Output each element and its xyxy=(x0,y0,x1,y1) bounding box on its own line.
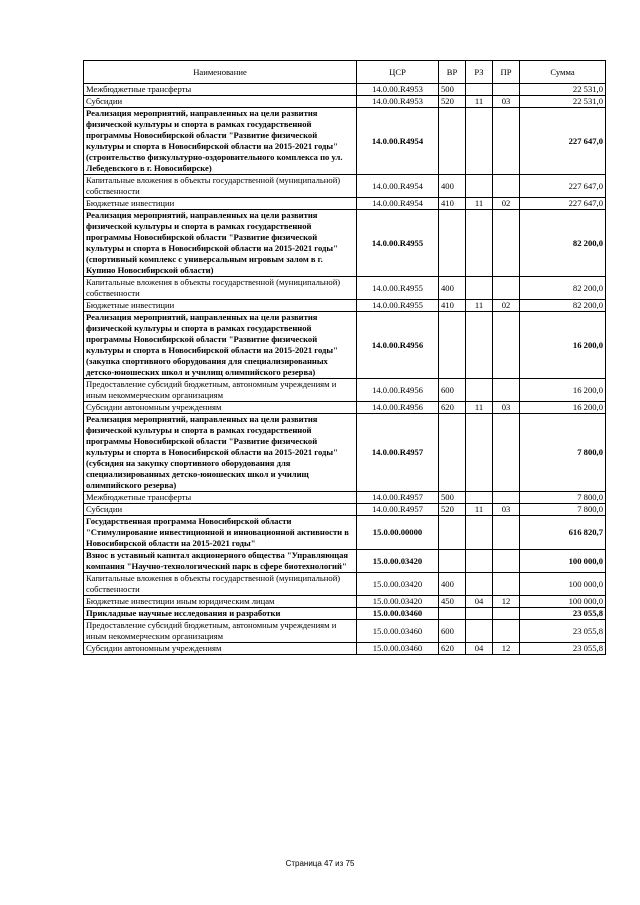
table-row xyxy=(84,573,606,596)
row-vr-code: 500 xyxy=(439,84,466,96)
row-sum: 100 000,0 xyxy=(520,596,606,608)
row-csr-code: 14.0.00.R4953 xyxy=(357,84,439,96)
row-name: Государственная программа Новосибирской области "Стимулирование инвестиционной и инновационной активности в Новосибирской области на 2015-2021 годы" xyxy=(84,516,357,550)
header-vr: ВР xyxy=(439,61,466,84)
row-csr-code: 14.0.00.R4955 xyxy=(357,300,439,312)
row-sum: 7 800,0 xyxy=(520,504,606,516)
row-csr-code: 14.0.00.R4954 xyxy=(357,175,439,198)
row-csr-code: 15.0.00.03420 xyxy=(357,596,439,608)
table-row xyxy=(84,210,606,277)
row-pr-code xyxy=(493,84,520,96)
row-rz-code xyxy=(466,550,493,573)
row-rz-code xyxy=(466,573,493,596)
row-pr-code xyxy=(493,414,520,492)
row-name: Капитальные вложения в объекты государственной (муниципальной) собственности xyxy=(84,573,357,596)
row-vr-code xyxy=(439,516,466,550)
row-name: Бюджетные инвестиции xyxy=(84,300,357,312)
row-csr-code: 14.0.00.R4953 xyxy=(357,96,439,108)
header-rz: РЗ xyxy=(466,61,493,84)
header-csr: ЦСР xyxy=(357,61,439,84)
row-vr-code: 600 xyxy=(439,620,466,643)
row-rz-code xyxy=(466,608,493,620)
row-csr-code: 14.0.00.R4957 xyxy=(357,492,439,504)
header-name: Наименование xyxy=(84,61,357,84)
row-sum: 227 647,0 xyxy=(520,108,606,175)
header-pr: ПР xyxy=(493,61,520,84)
row-pr-code xyxy=(493,379,520,402)
row-vr-code xyxy=(439,550,466,573)
row-csr-code: 14.0.00.R4955 xyxy=(357,210,439,277)
row-csr-code: 14.0.00.R4956 xyxy=(357,312,439,379)
row-rz-code xyxy=(466,516,493,550)
row-name: Реализация мероприятий, направленных на цели развития физической культуры и спорта в рамках государственной программы Новосибирской области "Развитие физической культуры и спорта в Новосибирской области на 2015-2021 годы" (спортивный комплекс с универсальным игровым залом в г. Купино Новосибирской области) xyxy=(84,210,357,277)
row-sum: 22 531,0 xyxy=(520,84,606,96)
row-vr-code: 400 xyxy=(439,175,466,198)
row-csr-code: 15.0.00.03460 xyxy=(357,620,439,643)
row-vr-code: 520 xyxy=(439,504,466,516)
row-rz-code: 04 xyxy=(466,596,493,608)
row-sum: 100 000,0 xyxy=(520,550,606,573)
row-pr-code xyxy=(493,175,520,198)
row-sum: 22 531,0 xyxy=(520,96,606,108)
table-row xyxy=(84,300,606,312)
table-row xyxy=(84,608,606,620)
row-csr-code: 14.0.00.R4957 xyxy=(357,414,439,492)
row-sum: 227 647,0 xyxy=(520,198,606,210)
row-name: Межбюджетные трансферты xyxy=(84,492,357,504)
table-row xyxy=(84,312,606,379)
row-sum: 23 055,8 xyxy=(520,643,606,655)
row-csr-code: 15.0.00.00000 xyxy=(357,516,439,550)
row-vr-code: 410 xyxy=(439,300,466,312)
row-rz-code xyxy=(466,312,493,379)
row-csr-code: 14.0.00.R4956 xyxy=(357,402,439,414)
row-pr-code: 03 xyxy=(493,96,520,108)
row-sum: 16 200,0 xyxy=(520,402,606,414)
row-rz-code: 11 xyxy=(466,402,493,414)
row-sum: 7 800,0 xyxy=(520,492,606,504)
row-name: Реализация мероприятий, направленных на цели развития физической культуры и спорта в рамках государственной программы Новосибирской области "Развитие физической культуры и спорта в Новосибирской области на 2015-2021 годы" (субсидия на закупку спортивного оборудования для специализированных детско-юношеских школ и училищ олимпийского резерва) xyxy=(84,414,357,492)
row-rz-code xyxy=(466,175,493,198)
table-row xyxy=(84,108,606,175)
row-rz-code xyxy=(466,492,493,504)
row-vr-code xyxy=(439,108,466,175)
row-vr-code: 450 xyxy=(439,596,466,608)
row-vr-code xyxy=(439,414,466,492)
row-sum: 82 200,0 xyxy=(520,210,606,277)
row-csr-code: 14.0.00.R4955 xyxy=(357,277,439,300)
row-csr-code: 15.0.00.03420 xyxy=(357,550,439,573)
row-pr-code xyxy=(493,608,520,620)
row-name: Реализация мероприятий, направленных на цели развития физической культуры и спорта в рамках государственной программы Новосибирской области "Развитие физической культуры и спорта в Новосибирской области на 2015-2021 годы" (закупка спортивного оборудования для специализированных детско-юношеских школ и училищ олимпийского резерва) xyxy=(84,312,357,379)
row-rz-code xyxy=(466,620,493,643)
budget-table xyxy=(83,60,606,655)
row-name: Субсидии автономным учреждениям xyxy=(84,402,357,414)
table-row xyxy=(84,175,606,198)
row-name: Бюджетные инвестиции xyxy=(84,198,357,210)
table-row xyxy=(84,277,606,300)
table-row xyxy=(84,198,606,210)
table-row xyxy=(84,492,606,504)
row-vr-code: 410 xyxy=(439,198,466,210)
row-sum: 616 820,7 xyxy=(520,516,606,550)
row-vr-code xyxy=(439,312,466,379)
row-csr-code: 15.0.00.03420 xyxy=(357,573,439,596)
row-rz-code xyxy=(466,84,493,96)
table-row xyxy=(84,379,606,402)
row-pr-code xyxy=(493,516,520,550)
row-name: Межбюджетные трансферты xyxy=(84,84,357,96)
table-row xyxy=(84,504,606,516)
table-row xyxy=(84,596,606,608)
row-pr-code xyxy=(493,620,520,643)
table-row xyxy=(84,96,606,108)
row-sum: 82 200,0 xyxy=(520,300,606,312)
row-pr-code: 03 xyxy=(493,402,520,414)
row-pr-code: 02 xyxy=(493,198,520,210)
row-vr-code: 400 xyxy=(439,573,466,596)
row-rz-code xyxy=(466,210,493,277)
row-name: Реализация мероприятий, направленных на цели развития физической культуры и спорта в рамках государственной программы Новосибирской области "Развитие физической культуры и спорта в Новосибирской области на 2015-2021 годы" (строительство физкультурно-оздоровительного комплекса по ул. Лебедевского в г. Новосибирске) xyxy=(84,108,357,175)
row-pr-code xyxy=(493,312,520,379)
row-name: Бюджетные инвестиции иным юридическим лицам xyxy=(84,596,357,608)
table-row xyxy=(84,516,606,550)
row-sum: 16 200,0 xyxy=(520,379,606,402)
row-vr-code: 620 xyxy=(439,402,466,414)
row-vr-code: 500 xyxy=(439,492,466,504)
row-rz-code xyxy=(466,414,493,492)
table-row xyxy=(84,84,606,96)
row-sum: 16 200,0 xyxy=(520,312,606,379)
row-rz-code xyxy=(466,277,493,300)
row-sum: 227 647,0 xyxy=(520,175,606,198)
row-sum: 23 055,8 xyxy=(520,608,606,620)
row-vr-code: 520 xyxy=(439,96,466,108)
row-pr-code xyxy=(493,277,520,300)
row-rz-code: 04 xyxy=(466,643,493,655)
row-sum: 82 200,0 xyxy=(520,277,606,300)
table-row xyxy=(84,643,606,655)
row-name: Предоставление субсидий бюджетным, автономным учреждениям и иным некоммерческим организациям xyxy=(84,620,357,643)
row-name: Предоставление субсидий бюджетным, автономным учреждениям и иным некоммерческим организациям xyxy=(84,379,357,402)
row-pr-code xyxy=(493,210,520,277)
row-name: Субсидии xyxy=(84,504,357,516)
row-rz-code: 11 xyxy=(466,96,493,108)
row-pr-code: 12 xyxy=(493,643,520,655)
row-pr-code: 02 xyxy=(493,300,520,312)
row-pr-code xyxy=(493,108,520,175)
table-body xyxy=(84,84,606,655)
row-name: Капитальные вложения в объекты государственной (муниципальной) собственности xyxy=(84,175,357,198)
table-row xyxy=(84,620,606,643)
table-header-row xyxy=(84,61,606,84)
row-csr-code: 14.0.00.R4957 xyxy=(357,504,439,516)
row-name: Субсидии xyxy=(84,96,357,108)
row-name: Взнос в уставный капитал акционерного общества "Управляющая компания "Научно-технологический парк в сфере биотехнологий" xyxy=(84,550,357,573)
row-vr-code: 400 xyxy=(439,277,466,300)
row-name: Прикладные научные исследования и разработки xyxy=(84,608,357,620)
table-row xyxy=(84,550,606,573)
row-vr-code: 620 xyxy=(439,643,466,655)
row-name: Субсидии автономным учреждениям xyxy=(84,643,357,655)
row-csr-code: 15.0.00.03460 xyxy=(357,608,439,620)
row-vr-code xyxy=(439,210,466,277)
header-sum: Сумма xyxy=(520,61,606,84)
row-sum: 100 000,0 xyxy=(520,573,606,596)
row-pr-code xyxy=(493,492,520,504)
row-rz-code: 11 xyxy=(466,198,493,210)
row-sum: 7 800,0 xyxy=(520,414,606,492)
row-sum: 23 055,8 xyxy=(520,620,606,643)
row-pr-code xyxy=(493,550,520,573)
table-row xyxy=(84,402,606,414)
row-csr-code: 14.0.00.R4954 xyxy=(357,108,439,175)
row-pr-code: 12 xyxy=(493,596,520,608)
row-rz-code xyxy=(466,108,493,175)
row-vr-code xyxy=(439,608,466,620)
table-row xyxy=(84,414,606,492)
row-csr-code: 14.0.00.R4954 xyxy=(357,198,439,210)
row-name: Капитальные вложения в объекты государственной (муниципальной) собственности xyxy=(84,277,357,300)
row-pr-code xyxy=(493,573,520,596)
row-rz-code xyxy=(466,379,493,402)
row-rz-code: 11 xyxy=(466,504,493,516)
row-csr-code: 14.0.00.R4956 xyxy=(357,379,439,402)
page-number: Страница 47 из 75 xyxy=(285,859,355,868)
row-csr-code: 15.0.00.03460 xyxy=(357,643,439,655)
row-pr-code: 03 xyxy=(493,504,520,516)
row-vr-code: 600 xyxy=(439,379,466,402)
row-rz-code: 11 xyxy=(466,300,493,312)
